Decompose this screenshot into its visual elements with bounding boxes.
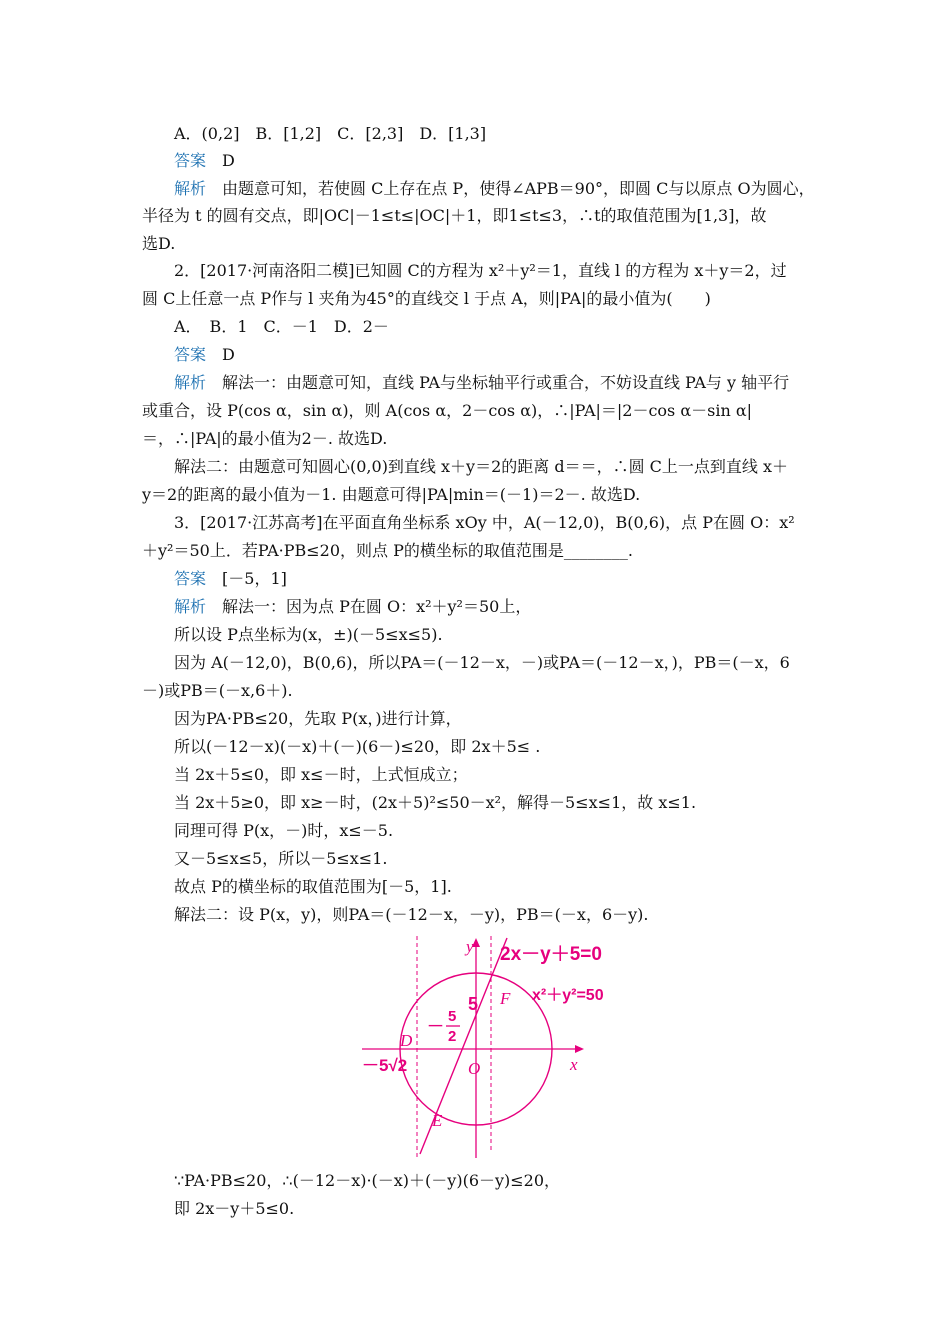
circle-equation-label: x²＋y²=50 [532, 987, 604, 1004]
q2-stem-line-1: 2．[2017·河南洛阳二模]已知圆 C的方程为 x²＋y²＝1，直线 l 的方程为 x＋y＝2，过 [174, 261, 787, 280]
y-axis-label: y [466, 937, 474, 956]
origin-label: O [468, 1059, 481, 1078]
q3-stem-line-1: 3．[2017·江苏高考]在平面直角坐标系 xOy 中，A(－12,0)，B(0,6)，点 P在圆 O：x² [174, 513, 795, 532]
q1-analysis-line-3: 选D. [142, 234, 176, 253]
circle-line-figure [360, 928, 632, 1163]
point-e-label: E [432, 1111, 443, 1130]
x-axis-label: x [570, 1055, 578, 1074]
q3-analysis-line-7: 当 2x＋5≤0，即 x≤－时，上式恒成立； [174, 765, 468, 784]
analysis-text: 解法一：因为点 P在圆 O：x²＋y²＝50上， [206, 597, 532, 616]
q2-options: A． B．1 C．－1 D．2－ [174, 317, 389, 336]
q3-method2-line-2: ∵PA·PB≤20，∴(－12－x)·(－x)＋(－y)(6－y)≤20， [174, 1171, 561, 1190]
q3-answer [174, 569, 287, 589]
neg-radius-label: －5√2 [362, 1056, 408, 1075]
q2-analysis-line-3: ＝，∴|PA|的最小值为2－. 故选D. [142, 429, 388, 448]
analysis-text: 解法一：由题意可知，直线 PA与坐标轴平行或重合，不妨设直线 PA与 y 轴平行 [206, 373, 790, 392]
answer-text: D [206, 345, 235, 364]
answer-text: D [206, 151, 235, 170]
q3-analysis-line-1 [174, 597, 531, 617]
answer-label: 答案 [174, 345, 207, 364]
analysis-text: 由题意可知，若使圆 C上存在点 P，使得∠APB＝90°，即圆 C与以原点 O为圆心， [206, 179, 815, 198]
q3-analysis-line-9: 同理可得 P(x，－)时，x≤－5. [174, 821, 394, 840]
x-intercept-numerator: 5 [448, 1008, 457, 1025]
q2-analysis-line-1 [174, 373, 789, 393]
q1-options: A．(0,2] B．[1,2] C．[2,3] D．[1,3] [174, 124, 487, 143]
x-axis-arrow-icon [575, 1045, 584, 1053]
q3-stem-line-2: ＋y²＝50上．若PA·PB≤20，则点 P的横坐标的取值范围是________. [142, 541, 633, 560]
point-f-label: F [500, 989, 511, 1008]
analysis-label: 解析 [174, 373, 207, 392]
q1-analysis-line-1 [174, 179, 815, 199]
answer-label: 答案 [174, 151, 207, 170]
analysis-label: 解析 [174, 179, 207, 198]
q1-answer [174, 151, 235, 171]
point-d-label: D [400, 1031, 413, 1050]
q3-analysis-line-2: 所以设 P点坐标为(x，±)(－5≤x≤5). [174, 625, 443, 644]
answer-label: 答案 [174, 569, 207, 588]
y-intercept-label: 5 [468, 994, 479, 1014]
q2-method2-line-1: 解法二：由题意可知圆心(0,0)到直线 x＋y＝2的距离 d＝＝，∴圆 C上一点到直线 x＋ [174, 457, 789, 476]
q3-analysis-line-5: 因为PA·PB≤20，先取 P(x，)进行计算， [174, 709, 462, 728]
q3-method2-line-3: 即 2x－y＋5≤0. [174, 1199, 295, 1218]
q2-analysis-line-2: 或重合，设 P(cos α，sin α)，则 A(cos α，2－cos α)，∴|PA|＝|2－cos α－sin α| [142, 401, 753, 420]
q2-method2-line-2: y＝2的距离的最小值为－1. 由题意可得|PA|min＝(－1)＝2－. 故选D. [142, 485, 641, 504]
q3-method2-line-1: 解法二：设 P(x，y)，则PA＝(－12－x，－y)，PB＝(－x，6－y). [174, 905, 649, 924]
q2-stem-line-2: 圆 C上任意一点 P作与 l 夹角为45°的直线交 l 于点 A，则|PA|的最小值为( ) [142, 289, 711, 308]
q2-answer [174, 345, 235, 365]
q3-analysis-line-4: －)或PB＝(－x,6＋). [142, 681, 293, 700]
answer-text: [－5，1] [206, 569, 287, 588]
x-intercept-denominator: 2 [448, 1028, 457, 1045]
q1-analysis-line-2: 半径为 t 的圆有交点，即|OC|－1≤t≤|OC|＋1，即1≤t≤3，∴t的取值范围为[1,3]，故 [142, 206, 767, 225]
q3-analysis-line-10: 又－5≤x≤5，所以－5≤x≤1. [174, 849, 388, 868]
q3-analysis-line-8: 当 2x＋5≥0，即 x≥－时，(2x＋5)²≤50－x²，解得－5≤x≤1，故 x≤1. [174, 793, 697, 812]
q3-analysis-line-3: 因为 A(－12,0)，B(0,6)，所以PA＝(－12－x，－)或PA＝(－12－x，)，PB＝(－x，6 [174, 653, 790, 672]
q3-analysis-line-11: 故点 P的横坐标的取值范围为[－5，1]. [174, 877, 452, 896]
analysis-label: 解析 [174, 597, 207, 616]
line-equation-label: 2x－y＋5=0 [500, 944, 602, 965]
q3-analysis-line-6: 所以(－12－x)(－x)＋(－)(6－)≤20，即 2x＋5≤ . [174, 737, 541, 756]
x-intercept-sign: － [427, 1017, 444, 1036]
